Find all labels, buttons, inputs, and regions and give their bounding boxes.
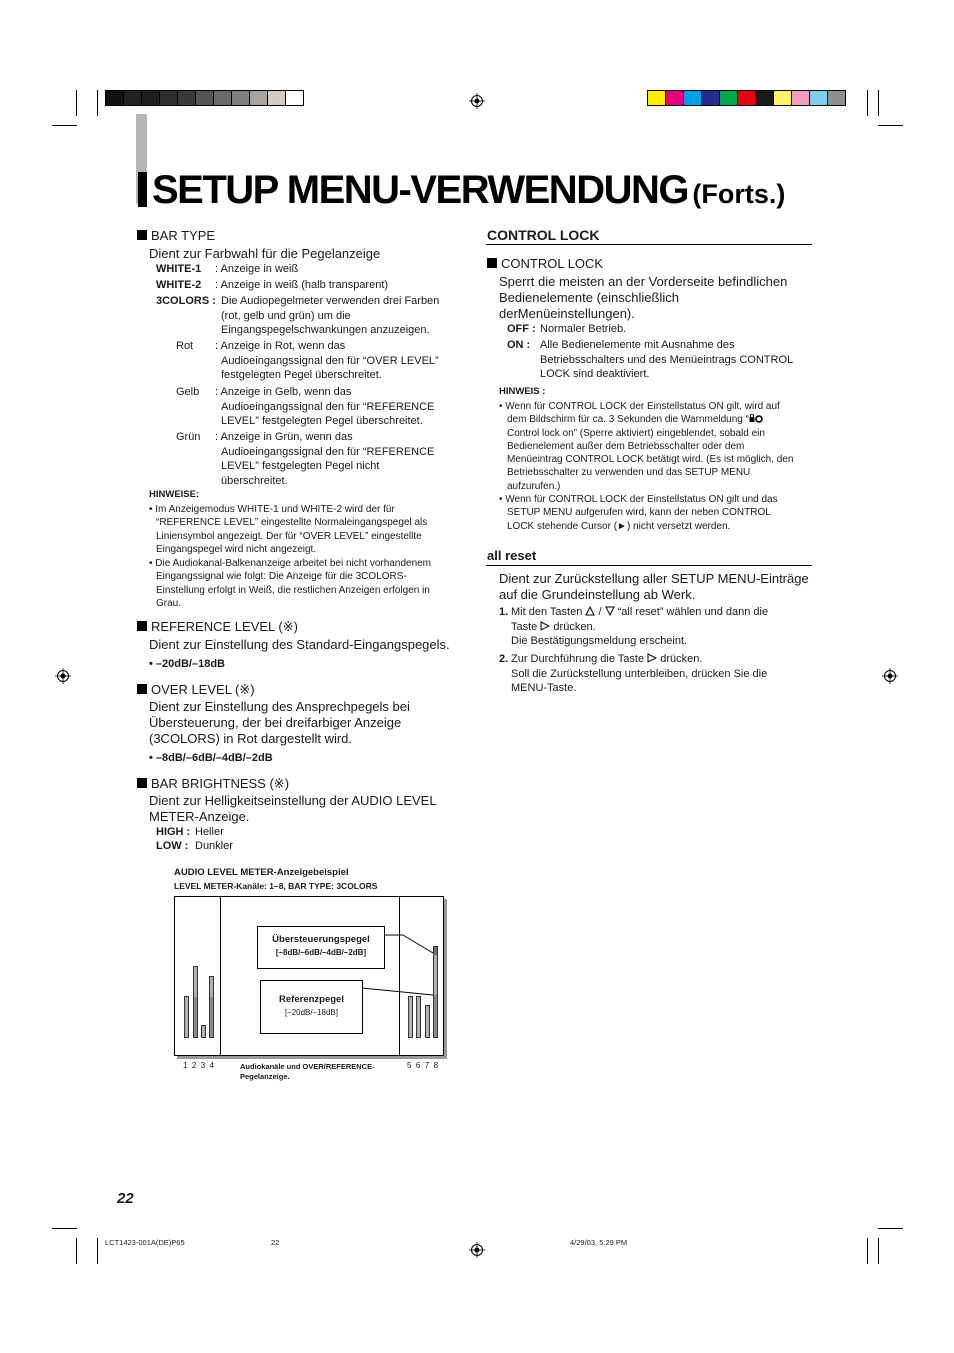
gray-swatch	[141, 90, 160, 106]
gruen-key: Grün	[176, 431, 201, 443]
3colors-value: Die Audiopegelmeter verwenden drei Farben (rot, gelb und grün) um die Eingangspegelschwankungen anzuzeigen.	[221, 295, 440, 336]
on-key: ON :	[507, 339, 531, 351]
off-key: OFF :	[507, 323, 536, 335]
gray-swatch	[105, 90, 124, 106]
reference-level-range: • –20dB/–18dB	[149, 658, 225, 670]
white2-key: WHITE-2	[156, 279, 202, 291]
bullet-square-icon	[137, 230, 147, 240]
bullet-square-icon	[137, 684, 147, 694]
up-arrow-icon	[585, 606, 595, 616]
reference-level-callout: Referenzpegel [–20dB/–18dB]	[260, 980, 363, 1034]
title-bar-marker	[138, 172, 147, 207]
channel-bar-3	[201, 1025, 206, 1038]
control-lock-desc: Sperrt die meisten an der Vorderseite befindlichen Bedienelemente (einschließlich derMenüeinstellungen).	[499, 274, 788, 321]
diagram-subtitle: LEVEL METER-Kanäle: 1–8, BAR TYPE: 3COLORS	[174, 881, 378, 891]
color-swatch	[647, 90, 666, 106]
white1-key: WHITE-1	[156, 263, 202, 275]
3colors-key: 3COLORS :	[156, 295, 216, 307]
gray-swatch	[249, 90, 268, 106]
gray-swatch	[123, 90, 142, 106]
right-arrow-icon	[540, 621, 550, 631]
registration-mark-icon	[882, 668, 898, 684]
off-value: Normaler Betrieb.	[540, 323, 627, 335]
diagram-caption: Audiokanäle und OVER/REFERENCE- Pegelanzeige.	[240, 1062, 375, 1081]
left-channel-numbers: 1 2 3 4	[183, 1061, 215, 1070]
step-1-text: Mit den Tasten / “all reset” wählen und dann die Taste drücken. Die Bestätigungsmeldung erscheint.	[511, 606, 769, 647]
registration-mark-icon	[469, 93, 485, 109]
gray-swatch	[231, 90, 250, 106]
color-swatch	[809, 90, 828, 106]
reference-level-heading: REFERENCE LEVEL (※)	[137, 619, 298, 635]
color-swatch	[773, 90, 792, 106]
all-reset-section-title: all reset	[487, 548, 537, 563]
right-channel-numbers: 5 6 7 8	[407, 1061, 439, 1070]
channel-bar-2	[193, 966, 198, 1038]
color-swatch	[683, 90, 702, 106]
low-value: Dunkler	[195, 840, 233, 852]
gray-swatch	[267, 90, 286, 106]
channel-bar-1	[184, 996, 189, 1038]
over-level-callout: Übersteuerungspegel [–8dB/–6dB/–4dB/–2dB]	[257, 926, 385, 969]
section-divider	[486, 244, 812, 245]
step-1-number: 1.	[499, 606, 509, 618]
on-value: Alle Bedienelemente mit Ausnahme des Betriebsschalters und des Menüeintrags CONTROL LOCK sind deaktiviert.	[540, 339, 794, 380]
page-number: 22	[117, 1190, 134, 1207]
gray-swatch	[285, 90, 304, 106]
reference-level-desc: Dient zur Einstellung des Standard-Eingangspegels.	[149, 637, 450, 652]
bar-type-desc: Dient zur Farbwahl für die Pegelanzeige	[149, 246, 381, 261]
control-lock-note-2: • Wenn für CONTROL LOCK der Einstellstatus ON gilt und das SETUP MENU aufgerufen wird, kann der neben CONTROL LOCK stehende Cursor (►) nicht versetzt werden.	[499, 494, 778, 532]
registration-mark-icon	[469, 1242, 485, 1258]
over-level-range: • –8dB/–6dB/–4dB/–2dB	[149, 752, 273, 764]
color-swatch	[701, 90, 720, 106]
diagram-title: AUDIO LEVEL METER-Anzeigebeispiel	[174, 867, 349, 878]
gelb-value: : Anzeige in Gelb, wenn das Audioeingangssignal den für “REFERENCE LEVEL” festgelegten Pegel überschreitet.	[215, 386, 435, 427]
channel-bar-4	[209, 976, 214, 1038]
color-swatch	[665, 90, 684, 106]
gruen-value: : Anzeige in Grün, wenn das Audioeingangssignal den für “REFERENCE LEVEL” festgelegten Pegel nicht überschreitet.	[215, 431, 435, 487]
gray-swatch	[213, 90, 232, 106]
down-arrow-icon	[605, 606, 615, 616]
bullet-square-icon	[487, 258, 497, 268]
gray-swatch	[177, 90, 196, 106]
rot-key: Rot	[176, 340, 194, 352]
footer-date: 4/29/03, 5:29 PM	[570, 1238, 628, 1247]
section-divider	[486, 565, 812, 566]
page-title	[138, 168, 785, 213]
footer-file: LCT1423-001A(DE)P65	[105, 1238, 185, 1247]
white1-value: : Anzeige in weiß	[215, 263, 299, 275]
color-swatch	[827, 90, 846, 106]
over-level-heading: OVER LEVEL (※)	[137, 682, 255, 698]
gray-swatch	[195, 90, 214, 106]
gray-swatch	[159, 90, 178, 106]
gelb-key: Gelb	[176, 386, 200, 398]
step-2-number: 2.	[499, 653, 509, 665]
control-lock-heading: CONTROL LOCK	[487, 256, 603, 271]
all-reset-desc: Dient zur Zurückstellung aller SETUP MENU-Einträge auf die Grundeinstellung ab Werk.	[499, 571, 809, 602]
control-lock-section-title: CONTROL LOCK	[487, 227, 600, 243]
white2-value: : Anzeige in weiß (halb transparent)	[215, 279, 389, 291]
bar-type-heading: BAR TYPE	[137, 228, 215, 243]
bar-type-note-2: • Die Audiokanal-Balkenanzeige arbeitet bei nicht vorhandenem Eingangssignal wie folgt: Die Anzeige für die 3COLORS- Einstellung erfolgt in Weiß, die restlichen Anzeigen erfolgen in Grau.	[149, 558, 432, 609]
footer-page: 22	[271, 1238, 280, 1247]
diagram-divider-left	[220, 897, 221, 1055]
control-lock-note-1: • Wenn für CONTROL LOCK der Einstellstatus ON gilt, wird auf dem Bildschirm für ca. 3 Sekunden die Warnmeldung “ Control lock on” (Sperre aktiviert) eingeblendet, sobald ein Bedienelement außer dem Betriebsschalter oder dem Menüeintrag CONTROL LOCK betätigt wird. (Es ist möglich, den Betriebsschalter zu verwenden und das SETUP MENU aufzurufen.)	[499, 401, 794, 492]
hinweise-label: HINWEISE:	[149, 489, 200, 500]
bar-brightness-heading: BAR BRIGHTNESS (※)	[137, 776, 289, 792]
registration-mark-icon	[55, 668, 71, 684]
bar-type-note-1: • Im Anzeigemodus WHITE-1 und WHITE-2 wird der für “REFERENCE LEVEL” eingestellte Normaleingangspegel als Liniensymbol angezeigt. Der für “OVER LEVEL” eingestellte Eingangspegel wird nicht angezeigt.	[149, 504, 428, 555]
title-main: SETUP MENU-VERWENDUNG	[152, 168, 688, 212]
color-swatch	[737, 90, 756, 106]
rot-value: : Anzeige in Rot, wenn das Audioeingangssignal den für “OVER LEVEL” festgelegten Pegel überschreitet.	[215, 340, 439, 381]
color-swatch	[755, 90, 774, 106]
low-key: LOW :	[156, 840, 189, 852]
bullet-square-icon	[137, 778, 147, 788]
over-level-desc: Dient zur Einstellung des Ansprechpegels bei Übersteuerung, der bei dreifarbiger Anzeige (3COLORS) in Rot dargestellt wird.	[149, 699, 410, 746]
bar-brightness-desc: Dient zur Helligkeitseinstellung der AUDIO LEVEL METER-Anzeige.	[149, 793, 437, 824]
step-2-text: Zur Durchführung die Taste drücken. Soll die Zurückstellung unterbleiben, drücken Sie die MENU-Taste.	[511, 653, 768, 694]
high-key: HIGH :	[156, 826, 191, 838]
lock-symbol-icon	[749, 414, 763, 423]
high-value: Heller	[195, 826, 224, 838]
hinweis-label: HINWEIS :	[499, 386, 546, 397]
color-swatch	[791, 90, 810, 106]
color-swatch	[719, 90, 738, 106]
bullet-square-icon	[137, 621, 147, 631]
right-arrow-icon	[647, 653, 657, 663]
title-sub: (Forts.)	[692, 179, 786, 209]
